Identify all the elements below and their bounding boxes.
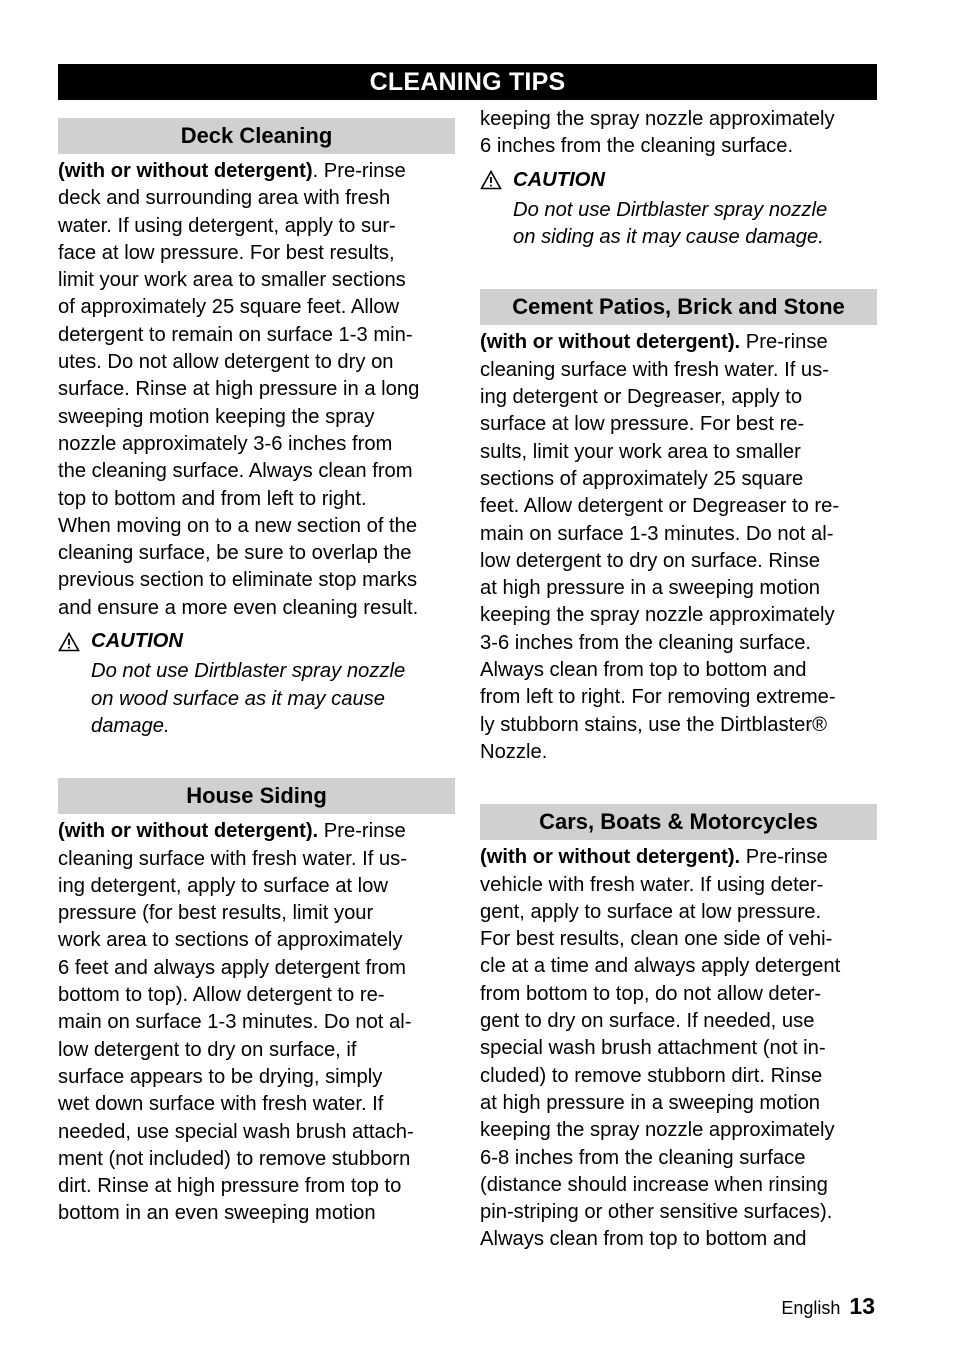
- text-line: at high pressure in a sweeping motion: [480, 1091, 821, 1114]
- text-line: pin-striping or other sensitive surfaces).: [480, 1201, 833, 1224]
- page-number: 13: [849, 1293, 875, 1319]
- text-line: feet. Allow detergent or Degreaser to re-: [480, 495, 840, 518]
- left-column: [58, 118, 455, 1228]
- text-line: face at low pressure. For best results,: [58, 241, 395, 264]
- page-footer: [781, 1291, 875, 1323]
- text-line: on wood surface as it may cause: [91, 687, 385, 710]
- text-line: the cleaning surface. Always clean from: [58, 460, 413, 483]
- text-line: deck and surrounding area with fresh: [58, 187, 391, 210]
- text-line: ing detergent or Degreaser, apply to: [480, 386, 803, 409]
- right-column: [480, 106, 877, 1254]
- spacer: [480, 766, 877, 804]
- text-line: ing detergent, apply to surface at low: [58, 874, 388, 897]
- text-line: [480, 329, 877, 356]
- text-line: low detergent to dry on surface, if: [58, 1038, 357, 1061]
- text-line: damage.: [91, 714, 170, 737]
- house-siding-continued-text: [480, 106, 877, 161]
- cars-boats-text: [480, 844, 877, 1253]
- text-line: Do not use Dirtblaster spray nozzle: [91, 660, 406, 683]
- cement-patios-text: [480, 329, 877, 766]
- house-siding-text: [58, 818, 455, 1227]
- text-line: from bottom to top, do not allow deter-: [480, 982, 822, 1005]
- text-line: top to bottom and from left to right.: [58, 487, 367, 510]
- text-line: previous section to eliminate stop marks: [58, 569, 418, 592]
- text-line: Always clean from top to bottom and: [480, 659, 807, 682]
- text-line: from left to right. For removing extreme-: [480, 686, 836, 709]
- text-line: bottom to top). Allow detergent to re-: [58, 984, 385, 1007]
- text-line: nozzle approximately 3-6 inches from: [58, 432, 393, 455]
- text-line: [480, 844, 877, 871]
- text-line: low detergent to dry on surface. Rinse: [480, 549, 821, 572]
- caution-label: CAUTION: [513, 168, 605, 191]
- text-line: special wash brush attachment (not in-: [480, 1037, 826, 1060]
- page-banner-title: CLEANING TIPS: [58, 64, 877, 100]
- deck-cleaning-text: [58, 158, 455, 622]
- caution-block-deck: [58, 628, 455, 740]
- text-line: ment (not included) to remove stubborn: [58, 1147, 411, 1170]
- text-line: on siding as it may cause damage.: [513, 226, 824, 249]
- text-line: gent, apply to surface at low pressure.: [480, 900, 822, 923]
- text-line: cle at a time and always apply detergent: [480, 955, 841, 978]
- text-line: (distance should increase when rinsing: [480, 1173, 828, 1196]
- text-line: keeping the spray nozzle approximately: [480, 108, 835, 130]
- text-line: surface. Rinse at high pressure in a long: [58, 378, 420, 401]
- text-line: 6-8 inches from the cleaning surface: [480, 1146, 806, 1169]
- text-line: of approximately 25 square feet. Allow: [58, 296, 400, 319]
- warning-triangle-icon: [480, 170, 502, 190]
- text-line: Do not use Dirtblaster spray nozzle: [513, 198, 828, 221]
- text-line: 6 feet and always apply detergent from: [58, 956, 406, 979]
- text-line: main on surface 1-3 minutes. Do not al-: [58, 1011, 412, 1034]
- text-line: sweeping motion keeping the spray: [58, 405, 375, 428]
- text-line: sections of approximately 25 square: [480, 467, 804, 490]
- text-line: ly stubborn stains, use the Dirtblaster®: [480, 713, 828, 736]
- caution-label: CAUTION: [91, 630, 183, 653]
- footer-language: English: [781, 1298, 841, 1318]
- text-line: pressure (for best results, limit your: [58, 902, 374, 925]
- text-line: utes. Do not allow detergent to dry on: [58, 351, 394, 374]
- text-line: water. If using detergent, apply to sur-: [58, 214, 396, 237]
- text-line: keeping the spray nozzle approximately: [480, 604, 835, 627]
- text-line: cluded) to remove stubborn dirt. Rinse: [480, 1064, 823, 1087]
- text-line: surface appears to be drying, simply: [58, 1065, 383, 1088]
- text-line: work area to sections of approximately: [58, 929, 403, 952]
- spacer: [58, 740, 455, 778]
- text-line: bottom in an even sweeping motion: [58, 1202, 376, 1225]
- text-line: dirt. Rinse at high pressure from top to: [58, 1175, 402, 1198]
- text-line: surface at low pressure. For best re-: [480, 413, 805, 436]
- text-line: wet down surface with fresh water. If: [58, 1093, 384, 1116]
- text-line: 3-6 inches from the cleaning surface.: [480, 631, 812, 654]
- text-line: cleaning surface with fresh water. If us-: [480, 358, 829, 381]
- text-line: at high pressure in a sweeping motion: [480, 577, 821, 600]
- text-line: detergent to remain on surface 1-3 min-: [58, 323, 413, 346]
- warning-triangle-icon: [58, 632, 80, 652]
- section-heading-cars-boats-motorcycles: Cars, Boats & Motorcycles: [480, 804, 877, 840]
- text-line: and ensure a more even cleaning result.: [58, 596, 419, 619]
- spacer: [480, 251, 877, 289]
- line-text: . Pre-rinse: [312, 160, 406, 182]
- section-heading-deck-cleaning: Deck Cleaning: [58, 118, 455, 154]
- text-line: Nozzle.: [480, 740, 548, 763]
- text-line: limit your work area to smaller sections: [58, 269, 406, 292]
- caution-heading: [58, 628, 455, 655]
- text-line: sults, limit your work area to smaller: [480, 440, 801, 463]
- line-text: Pre-rinse: [740, 846, 828, 869]
- caution-text: [58, 658, 455, 740]
- caution-text: [480, 197, 877, 252]
- caution-heading: [480, 167, 877, 194]
- text-line: 6 inches from the cleaning surface.: [480, 135, 794, 158]
- text-line: When moving on to a new section of the: [58, 514, 418, 537]
- lead-text: (with or without detergent).: [58, 820, 319, 843]
- text-line: gent to dry on surface. If needed, use: [480, 1010, 815, 1033]
- text-line: cleaning surface, be sure to overlap the: [58, 542, 412, 565]
- text-line: [58, 158, 455, 185]
- text-line: Always clean from top to bottom and: [480, 1228, 807, 1251]
- text-line: main on surface 1-3 minutes. Do not al-: [480, 522, 834, 545]
- section-heading-house-siding: House Siding: [58, 778, 455, 814]
- text-line: needed, use special wash brush attach-: [58, 1120, 414, 1143]
- line-text: Pre-rinse: [318, 820, 406, 843]
- text-line: vehicle with fresh water. If using deter-: [480, 873, 824, 896]
- line-text: Pre-rinse: [740, 331, 828, 354]
- text-line: keeping the spray nozzle approximately: [480, 1119, 835, 1142]
- caution-block-siding: [480, 167, 877, 252]
- text-line: [58, 818, 455, 845]
- lead-text: (with or without detergent).: [480, 846, 741, 869]
- text-line: For best results, clean one side of vehi-: [480, 928, 833, 951]
- lead-text: (with or without detergent): [58, 160, 313, 182]
- text-line: cleaning surface with fresh water. If us-: [58, 847, 407, 870]
- lead-text: (with or without detergent).: [480, 331, 741, 354]
- section-heading-cement-patios: Cement Patios, Brick and Stone: [480, 289, 877, 325]
